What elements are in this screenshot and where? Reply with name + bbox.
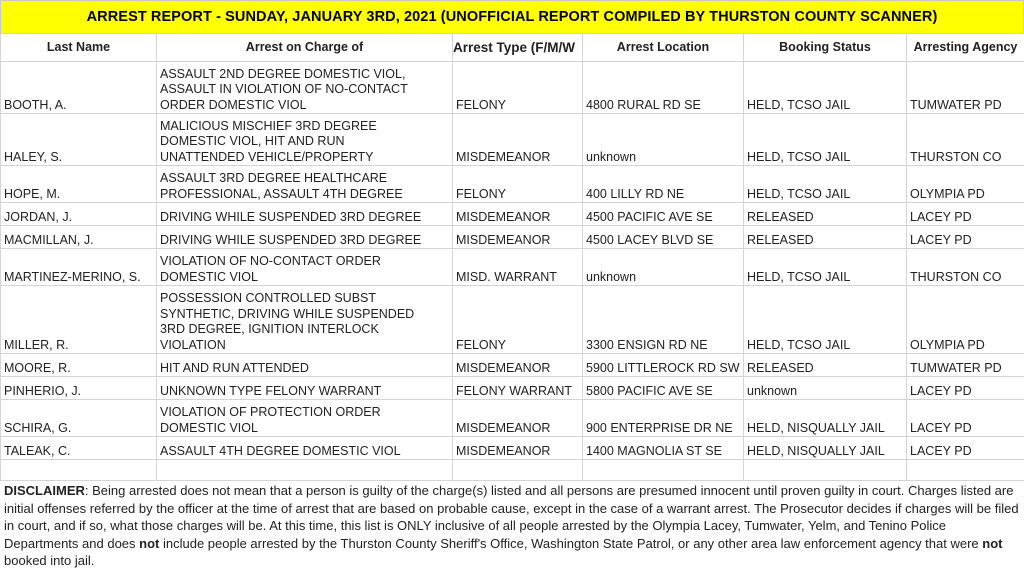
cell-arrest-type[interactable]: FELONY WARRANT (453, 377, 583, 400)
cell-agency[interactable]: LACEY PD (907, 400, 1024, 437)
table-row (1, 62, 1024, 114)
charge-line: ASSAULT 2ND DEGREE DOMESTIC VIOL, (160, 66, 406, 81)
cell-agency[interactable]: LACEY PD (907, 203, 1024, 226)
charge-line: ASSAULT IN VIOLATION OF NO-CONTACT (160, 82, 408, 96)
cell-last-name[interactable]: HOPE, M. (1, 166, 157, 203)
cell-charge[interactable] (157, 249, 453, 286)
cell-last-name[interactable]: BOOTH, A. (1, 62, 157, 114)
cell-location[interactable]: 5900 LITTLEROCK RD SW (583, 354, 744, 377)
disclaimer-text-2: include people arrested by the Thurston County Sheriff's Office, Washington State Patrol, or any other area law enforcement agency that were (159, 535, 983, 551)
col-booking-status: Booking Status (744, 34, 907, 62)
cell-charge[interactable] (157, 437, 453, 460)
cell-last-name[interactable]: MARTINEZ-MERINO, S. (1, 249, 157, 286)
cell-last-name[interactable]: SCHIRA, G. (1, 400, 157, 437)
cell-location[interactable]: 4500 PACIFIC AVE SE (583, 203, 744, 226)
cell-arrest-type[interactable]: FELONY (453, 166, 583, 203)
cell-agency[interactable]: LACEY PD (907, 226, 1024, 249)
col-location: Arrest Location (583, 34, 744, 62)
cell-last-name[interactable]: JORDAN, J. (1, 203, 157, 226)
cell-booking-status[interactable]: HELD, TCSO JAIL (744, 166, 907, 203)
cell-arrest-type[interactable]: MISDEMEANOR (453, 114, 583, 166)
cell-location[interactable]: unknown (583, 114, 744, 166)
cell-last-name[interactable]: MACMILLAN, J. (1, 226, 157, 249)
cell-last-name[interactable]: PINHERIO, J. (1, 377, 157, 400)
cell-charge[interactable] (157, 400, 453, 437)
cell-agency[interactable]: OLYMPIA PD (907, 166, 1024, 203)
charge-line: MALICIOUS MISCHIEF 3RD DEGREE (160, 118, 377, 133)
cell-arrest-type[interactable]: MISDEMEANOR (453, 400, 583, 437)
cell-arrest-type[interactable]: MISDEMEANOR (453, 226, 583, 249)
cell-booking-status[interactable]: unknown (744, 377, 907, 400)
cell-booking-status[interactable]: HELD, NISQUALLY JAIL (744, 437, 907, 460)
table-row (1, 226, 1024, 249)
charge-line: DOMESTIC VIOL (160, 420, 258, 435)
cell-agency[interactable]: THURSTON CO (907, 249, 1024, 286)
empty-cell[interactable] (453, 460, 583, 481)
cell-last-name[interactable]: TALEAK, C. (1, 437, 157, 460)
cell-arrest-type[interactable]: FELONY (453, 286, 583, 354)
cell-charge[interactable] (157, 226, 453, 249)
empty-cell[interactable] (583, 460, 744, 481)
charge-line: ORDER DOMESTIC VIOL (160, 97, 307, 112)
empty-cell[interactable] (1, 460, 157, 481)
table-row (1, 354, 1024, 377)
cell-location[interactable]: 5800 PACIFIC AVE SE (583, 377, 744, 400)
cell-location[interactable]: 900 ENTERPRISE DR NE (583, 400, 744, 437)
cell-arrest-type[interactable]: MISDEMEANOR (453, 354, 583, 377)
cell-booking-status[interactable]: HELD, TCSO JAIL (744, 62, 907, 114)
cell-charge[interactable] (157, 354, 453, 377)
table-row (1, 437, 1024, 460)
charge-line: POSSESSION CONTROLLED SUBST (160, 291, 377, 305)
report-title: ARREST REPORT - SUNDAY, JANUARY 3RD, 2021 (UNOFFICIAL REPORT COMPILED BY THURSTON COUNTY SCANNER) (0, 0, 1024, 34)
table-row (1, 377, 1024, 400)
cell-arrest-type[interactable]: MISDEMEANOR (453, 437, 583, 460)
cell-charge[interactable] (157, 166, 453, 203)
empty-cell[interactable] (157, 460, 453, 481)
charge-line: VIOLATION (160, 337, 226, 352)
table-row (1, 286, 1024, 354)
cell-agency[interactable]: TUMWATER PD (907, 62, 1024, 114)
cell-charge[interactable] (157, 377, 453, 400)
header-row (1, 34, 1024, 62)
cell-last-name[interactable]: MILLER, R. (1, 286, 157, 354)
disclaimer-not-2: not (982, 535, 1003, 551)
cell-charge[interactable] (157, 114, 453, 166)
cell-booking-status[interactable]: RELEASED (744, 203, 907, 226)
disclaimer-label: DISCLAIMER (4, 483, 85, 498)
cell-last-name[interactable]: HALEY, S. (1, 114, 157, 166)
disclaimer-text-3: booked into jail. (4, 553, 95, 568)
charge-line: HIT AND RUN ATTENDED (160, 360, 309, 375)
charge-line: VIOLATION OF PROTECTION ORDER (160, 405, 381, 419)
empty-row (1, 460, 1024, 481)
cell-agency[interactable]: OLYMPIA PD (907, 286, 1024, 354)
charge-line: 3RD DEGREE, IGNITION INTERLOCK (160, 322, 379, 336)
charge-line: DRIVING WHILE SUSPENDED 3RD DEGREE (160, 209, 422, 224)
charge-line: SYNTHETIC, DRIVING WHILE SUSPENDED (160, 306, 415, 321)
cell-location[interactable]: 1400 MAGNOLIA ST SE (583, 437, 744, 460)
col-agency: Arresting Agency (907, 34, 1024, 62)
cell-booking-status[interactable]: HELD, NISQUALLY JAIL (744, 400, 907, 437)
arrest-table (0, 33, 1024, 481)
cell-arrest-type[interactable]: MISD. WARRANT (453, 249, 583, 286)
empty-cell[interactable] (744, 460, 907, 481)
cell-location[interactable]: 4500 LACEY BLVD SE (583, 226, 744, 249)
cell-booking-status[interactable]: HELD, TCSO JAIL (744, 249, 907, 286)
table-row (1, 114, 1024, 166)
disclaimer-not-1: not (139, 535, 160, 551)
cell-location[interactable]: 3300 ENSIGN RD NE (583, 286, 744, 354)
cell-location[interactable]: 400 LILLY RD NE (583, 166, 744, 203)
cell-charge[interactable] (157, 286, 453, 354)
cell-arrest-type[interactable]: FELONY (453, 62, 583, 114)
cell-agency[interactable]: THURSTON CO (907, 114, 1024, 166)
table-row (1, 249, 1024, 286)
charge-line: UNATTENDED VEHICLE/PROPERTY (160, 149, 374, 164)
charge-line: UNKNOWN TYPE FELONY WARRANT (160, 383, 382, 398)
cell-booking-status[interactable]: RELEASED (744, 354, 907, 377)
col-last-name: Last Name (1, 34, 157, 62)
cell-agency[interactable]: LACEY PD (907, 377, 1024, 400)
cell-booking-status[interactable]: RELEASED (744, 226, 907, 249)
table-row (1, 203, 1024, 226)
cell-charge[interactable] (157, 203, 453, 226)
disclaimer-text-1: : Being arrested does not mean that a person is guilty of the charge(s) listed and all persons are presumed innocent until proven guilty in court. Charges listed are initial offenses referred by the officer at the time of arrest that are based on probable cause, except in the case of a warrant arrest. The Prosecutor decides if charges will be filed in court, and if so, what those charges will be. At this time, this list is ONLY inclusive of all people arrested by the Olympia Lacey, Tumwater, Yelm, and Tenino Police Departments and does (4, 483, 1019, 551)
disclaimer (4, 482, 1020, 570)
charge-line: DRIVING WHILE SUSPENDED 3RD DEGREE (160, 232, 422, 247)
charge-line: ASSAULT 3RD DEGREE HEALTHCARE (160, 171, 388, 185)
charge-line: VIOLATION OF NO-CONTACT ORDER (160, 254, 381, 268)
cell-charge[interactable] (157, 62, 453, 114)
cell-arrest-type[interactable]: MISDEMEANOR (453, 203, 583, 226)
charge-line: DOMESTIC VIOL, HIT AND RUN (160, 134, 345, 148)
table-row (1, 166, 1024, 203)
charge-line: PROFESSIONAL, ASSAULT 4TH DEGREE (160, 186, 403, 201)
cell-last-name[interactable]: MOORE, R. (1, 354, 157, 377)
cell-agency[interactable]: TUMWATER PD (907, 354, 1024, 377)
col-charge: Arrest on Charge of (157, 34, 453, 62)
col-arrest-type: Arrest Type (F/M/W (453, 34, 583, 62)
cell-location[interactable]: unknown (583, 249, 744, 286)
cell-location[interactable]: 4800 RURAL RD SE (583, 62, 744, 114)
cell-agency[interactable]: LACEY PD (907, 437, 1024, 460)
charge-line: DOMESTIC VIOL (160, 269, 258, 284)
cell-booking-status[interactable]: HELD, TCSO JAIL (744, 114, 907, 166)
empty-cell[interactable] (907, 460, 1024, 481)
cell-booking-status[interactable]: HELD, TCSO JAIL (744, 286, 907, 354)
charge-line: ASSAULT 4TH DEGREE DOMESTIC VIOL (160, 443, 401, 458)
table-row (1, 400, 1024, 437)
